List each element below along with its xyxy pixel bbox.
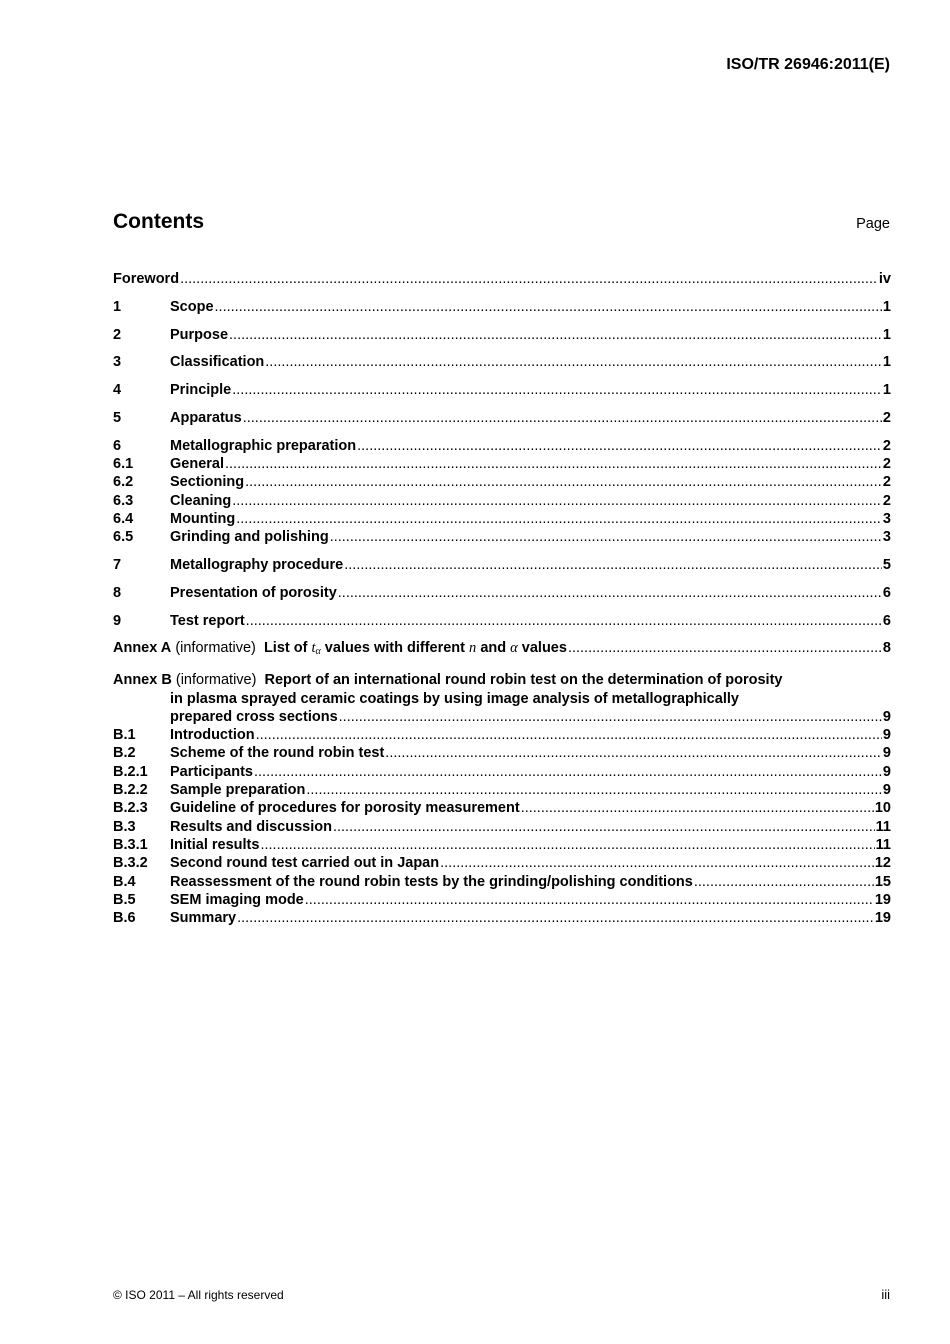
copyright-notice: © ISO 2011 – All rights reserved [113, 1288, 284, 1302]
toc-leader [215, 298, 882, 316]
t-symbol: t [311, 640, 316, 657]
toc-title: Participants [170, 763, 253, 780]
toc-page: 9 [882, 727, 891, 744]
toc-title: Principle [170, 382, 232, 399]
toc-number: B.5 [113, 891, 136, 908]
toc-title: SEM imaging mode [170, 891, 304, 908]
toc-leader [521, 799, 874, 817]
toc-entry-6-1[interactable] [113, 455, 891, 473]
toc-title: General [170, 456, 224, 473]
toc-leader [245, 473, 882, 491]
toc-page: 9 [882, 708, 891, 725]
toc-leader [254, 763, 882, 781]
toc-entry-b-3-1[interactable] [113, 836, 891, 854]
toc-number: 5 [113, 409, 122, 426]
annex-a-text: List of [263, 640, 308, 657]
toc-page: 19 [874, 891, 891, 908]
toc-entry-7[interactable] [113, 556, 891, 574]
toc-entry-annex-b[interactable] [113, 671, 891, 726]
toc-entry-b-2-2[interactable] [113, 781, 891, 799]
toc-page: 3 [882, 510, 891, 527]
toc-title: Scope [170, 298, 214, 315]
toc-entry-6[interactable] [113, 437, 891, 455]
toc-leader [694, 873, 874, 891]
toc-leader [180, 270, 878, 288]
toc-title: Cleaning [170, 492, 232, 509]
toc-number: 7 [113, 557, 122, 574]
toc-leader [237, 909, 874, 927]
toc-page: 5 [882, 557, 891, 574]
annex-a-text: values with different [324, 640, 465, 657]
toc-number: B.2.1 [113, 763, 148, 780]
toc-number: 9 [113, 612, 122, 629]
toc-entry-b-3-2[interactable] [113, 854, 891, 872]
toc-title: Scheme of the round robin test [170, 745, 385, 762]
toc-page: 9 [882, 745, 891, 762]
toc-entry-5[interactable] [113, 409, 891, 427]
toc-leader [357, 437, 882, 455]
toc-entry-6-5[interactable] [113, 528, 891, 546]
toc-entry-3[interactable] [113, 353, 891, 371]
toc-entry-4[interactable] [113, 381, 891, 399]
annex-b-title-line-1 [113, 671, 891, 689]
toc-title: Initial results [170, 836, 260, 853]
toc-leader [339, 708, 882, 726]
toc-entry-8[interactable] [113, 584, 891, 602]
toc-title: Summary [170, 910, 237, 927]
toc-title: Classification [170, 354, 265, 371]
toc-number: 1 [113, 298, 122, 315]
toc-leader [236, 510, 882, 528]
toc-number: B.3.2 [113, 855, 148, 872]
toc-title: Results and discussion [170, 818, 332, 835]
toc-page: 9 [882, 763, 891, 780]
toc-title: Foreword [113, 271, 180, 287]
toc-number: 6.2 [113, 474, 134, 491]
toc-title: Test report [170, 612, 245, 629]
toc-page: iv [878, 271, 891, 287]
toc-entry-b-2[interactable] [113, 744, 891, 762]
toc-leader [568, 639, 882, 657]
toc-number: 3 [113, 354, 122, 371]
toc-entry-b-2-3[interactable] [113, 799, 891, 817]
annex-a-text: and [480, 640, 507, 657]
page-column-label: Page [856, 216, 890, 232]
toc-title: Metallographic preparation [170, 437, 357, 454]
toc-title: prepared cross sections [170, 708, 338, 725]
toc-leader [243, 409, 882, 427]
toc-entry-annex-a[interactable] [113, 639, 891, 661]
toc-number: 6.5 [113, 529, 134, 546]
toc-title: Second round test carried out in Japan [170, 855, 440, 872]
annex-a-title [113, 639, 567, 661]
toc-entry-2[interactable] [113, 326, 891, 344]
toc-number: B.4 [113, 873, 136, 890]
toc-page: 3 [882, 529, 891, 546]
annex-a-text: values [521, 640, 567, 657]
toc-number: B.2 [113, 745, 136, 762]
table-of-contents [113, 270, 891, 927]
toc-title: Presentation of porosity [170, 584, 337, 601]
toc-number: 6 [113, 437, 122, 454]
alpha-symbol: α [510, 640, 518, 657]
toc-page: 1 [882, 326, 891, 343]
toc-page: 2 [882, 456, 891, 473]
toc-entry-b-4[interactable] [113, 873, 891, 891]
toc-number: 6.4 [113, 510, 134, 527]
toc-page: 1 [882, 354, 891, 371]
toc-number: B.2.3 [113, 800, 148, 817]
annex-b-text: Report of an international round robin test on the determination of porosity [264, 672, 783, 689]
toc-entry-b-5[interactable] [113, 891, 891, 909]
toc-leader [344, 556, 882, 574]
alpha-subscript: α [315, 646, 321, 658]
toc-leader [246, 612, 882, 630]
toc-title: Apparatus [170, 409, 242, 426]
toc-leader [229, 326, 882, 344]
toc-page: 11 [875, 836, 891, 853]
toc-number: 6.1 [113, 456, 134, 473]
n-symbol: n [469, 640, 477, 657]
toc-title: Reassessment of the round robin tests by the grinding/polishing conditions [170, 873, 693, 890]
page-number: iii [881, 1287, 890, 1302]
document-id: ISO/TR 26946:2011(E) [726, 56, 890, 73]
toc-leader [232, 381, 882, 399]
toc-title: Sectioning [170, 474, 245, 491]
toc-entry-1[interactable] [113, 298, 891, 316]
toc-page: 1 [882, 298, 891, 315]
toc-title: Purpose [170, 326, 229, 343]
toc-title: Sample preparation [170, 782, 306, 799]
toc-title: Mounting [170, 510, 236, 527]
toc-page: 11 [875, 818, 891, 835]
toc-leader [330, 528, 882, 546]
toc-leader [338, 584, 882, 602]
annex-b-title-line-3 [113, 708, 891, 726]
toc-number: B.1 [113, 727, 136, 744]
toc-number: 8 [113, 584, 122, 601]
toc-page: 2 [882, 474, 891, 491]
toc-leader [232, 492, 882, 510]
toc-leader [385, 744, 882, 762]
toc-entry-9[interactable] [113, 612, 891, 630]
toc-title: Grinding and polishing [170, 529, 329, 546]
toc-number: B.3 [113, 818, 136, 835]
toc-entry-b-1[interactable] [113, 726, 891, 744]
annex-informative: (informative) [175, 640, 256, 657]
toc-page: 9 [882, 782, 891, 799]
toc-number: 2 [113, 326, 122, 343]
toc-leader [306, 781, 882, 799]
toc-entry-b-3[interactable] [113, 818, 891, 836]
toc-leader [305, 891, 874, 909]
toc-entry-b-2-1[interactable] [113, 763, 891, 781]
toc-title: Introduction [170, 727, 255, 744]
toc-leader [265, 353, 882, 371]
toc-leader [440, 854, 874, 872]
toc-page: 10 [874, 800, 891, 817]
toc-number: B.6 [113, 910, 136, 927]
toc-leader [256, 726, 882, 744]
annex-label: Annex B [113, 672, 172, 689]
toc-entry-b-6[interactable] [113, 909, 891, 927]
toc-entry-6-4[interactable] [113, 510, 891, 528]
toc-page: 2 [882, 409, 891, 426]
annex-informative: (informative) [175, 672, 257, 689]
toc-page: 6 [882, 612, 891, 629]
toc-number: 6.3 [113, 492, 134, 509]
toc-leader [333, 818, 875, 836]
toc-entry-foreword[interactable] [113, 270, 891, 288]
annex-b-title-line-2: in plasma sprayed ceramic coatings by using image analysis of metallographically [170, 690, 739, 707]
toc-page: 6 [882, 584, 891, 601]
toc-page: 8 [882, 640, 891, 657]
toc-leader [260, 836, 874, 854]
toc-entry-6-2[interactable] [113, 473, 891, 491]
toc-page: 15 [874, 873, 891, 890]
toc-title: Guideline of procedures for porosity measurement [170, 800, 520, 817]
annex-label: Annex A [113, 640, 172, 657]
toc-page: 2 [882, 437, 891, 454]
toc-page: 12 [874, 855, 891, 872]
toc-page: 1 [882, 382, 891, 399]
toc-number: 4 [113, 382, 122, 399]
toc-title: Metallography procedure [170, 557, 344, 574]
contents-heading: Contents [113, 210, 204, 233]
toc-leader [225, 455, 882, 473]
toc-number: B.2.2 [113, 782, 148, 799]
toc-page: 2 [882, 492, 891, 509]
toc-entry-6-3[interactable] [113, 492, 891, 510]
toc-number: B.3.1 [113, 836, 148, 853]
toc-page: 19 [874, 910, 891, 927]
